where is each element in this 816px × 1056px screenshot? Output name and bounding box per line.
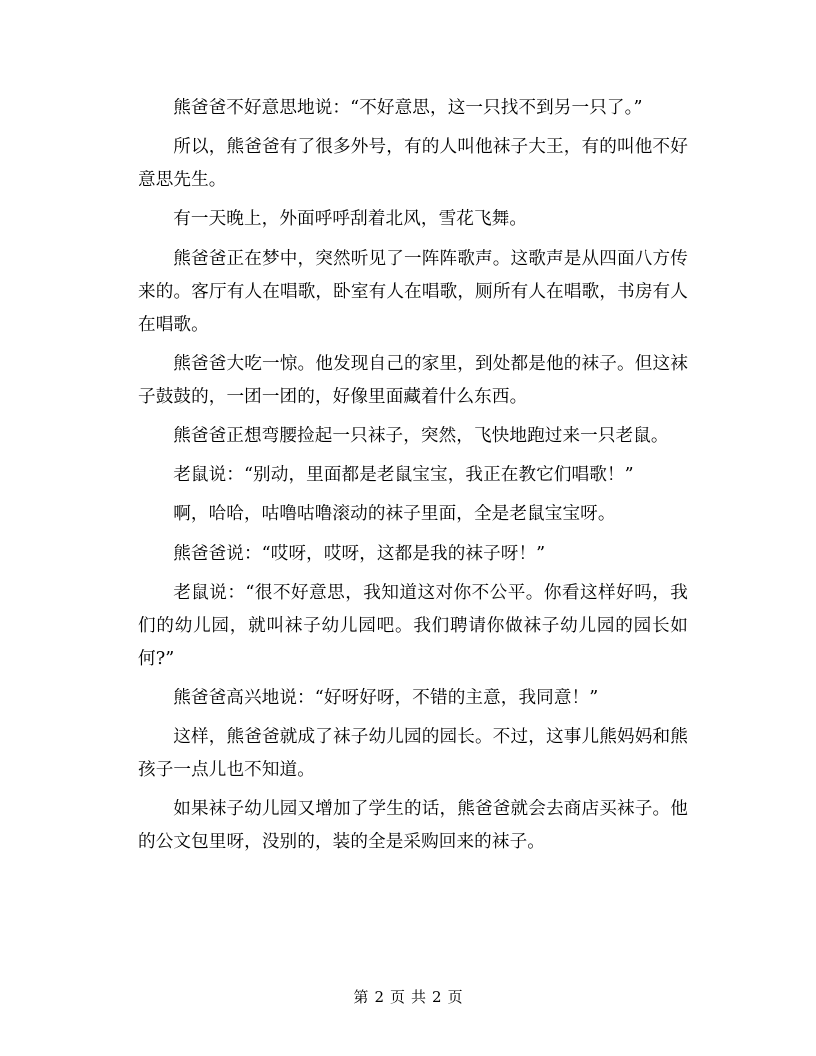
paragraph-9: 熊爸爸说：“哎呀，哎呀，这都是我的袜子呀！”	[173, 543, 546, 564]
paragraph-11: 熊爸爸高兴地说：“好呀好呀，不错的主意，我同意！”	[173, 687, 599, 708]
paragraph-13: 如果袜子幼儿园又增加了学生的话，熊爸爸就会去商店买袜子。他的公文包里呀，没别的，装的全是采购回来的袜子。	[138, 799, 688, 853]
paragraph-6: 熊爸爸正想弯腰捡起一只袜子，突然，飞快地跑过来一只老鼠。	[173, 425, 669, 446]
paragraph-1: 熊爸爸不好意思地说：“不好意思，这一只找不到另一只了。”	[173, 98, 643, 118]
footer-total-pages: 2	[432, 988, 442, 1006]
paragraph-12: 这样，熊爸爸就成了袜子幼儿园的园长。不过，这事儿熊妈妈和熊孩子一点儿也不知道。	[138, 727, 688, 781]
document-body	[138, 92, 688, 865]
paragraph-8: 啊，哈哈，咕噜咕噜滚动的袜子里面，全是老鼠宝宝呀。	[173, 504, 616, 525]
paragraph-5: 熊爸爸大吃一惊。他发现自己的家里，到处都是他的袜子。但这袜子鼓鼓的，一团一团的，好像里面藏着什么东西。	[138, 353, 688, 407]
paragraph-10: 老鼠说：“很不好意思，我知道这对你不公平。你看这样好吗，我们的幼儿园，就叫袜子幼儿园吧。我们聘请你做袜子幼儿园的园长如何?”	[138, 582, 688, 669]
footer-suffix: 页	[447, 988, 463, 1006]
footer-page-word: 页	[389, 988, 405, 1006]
paragraph-7: 老鼠说：“别动，里面都是老鼠宝宝，我正在教它们唱歌！”	[173, 465, 634, 486]
paragraph-4: 熊爸爸正在梦中，突然听见了一阵阵歌声。这歌声是从四面八方传来的。客厅有人在唱歌，卧室有人在唱歌，厕所有人在唱歌，书房有人在唱歌。	[138, 248, 688, 335]
paragraph-2: 所以，熊爸爸有了很多外号，有的人叫他袜子大王，有的叫他不好意思先生。	[138, 137, 688, 191]
page-footer	[0, 985, 816, 1009]
footer-current-page: 2	[374, 988, 384, 1006]
footer-total-prefix: 共	[411, 988, 427, 1006]
footer-prefix: 第	[353, 988, 369, 1006]
paragraph-3: 有一天晚上，外面呼呼刮着北风，雪花飞舞。	[173, 209, 528, 230]
